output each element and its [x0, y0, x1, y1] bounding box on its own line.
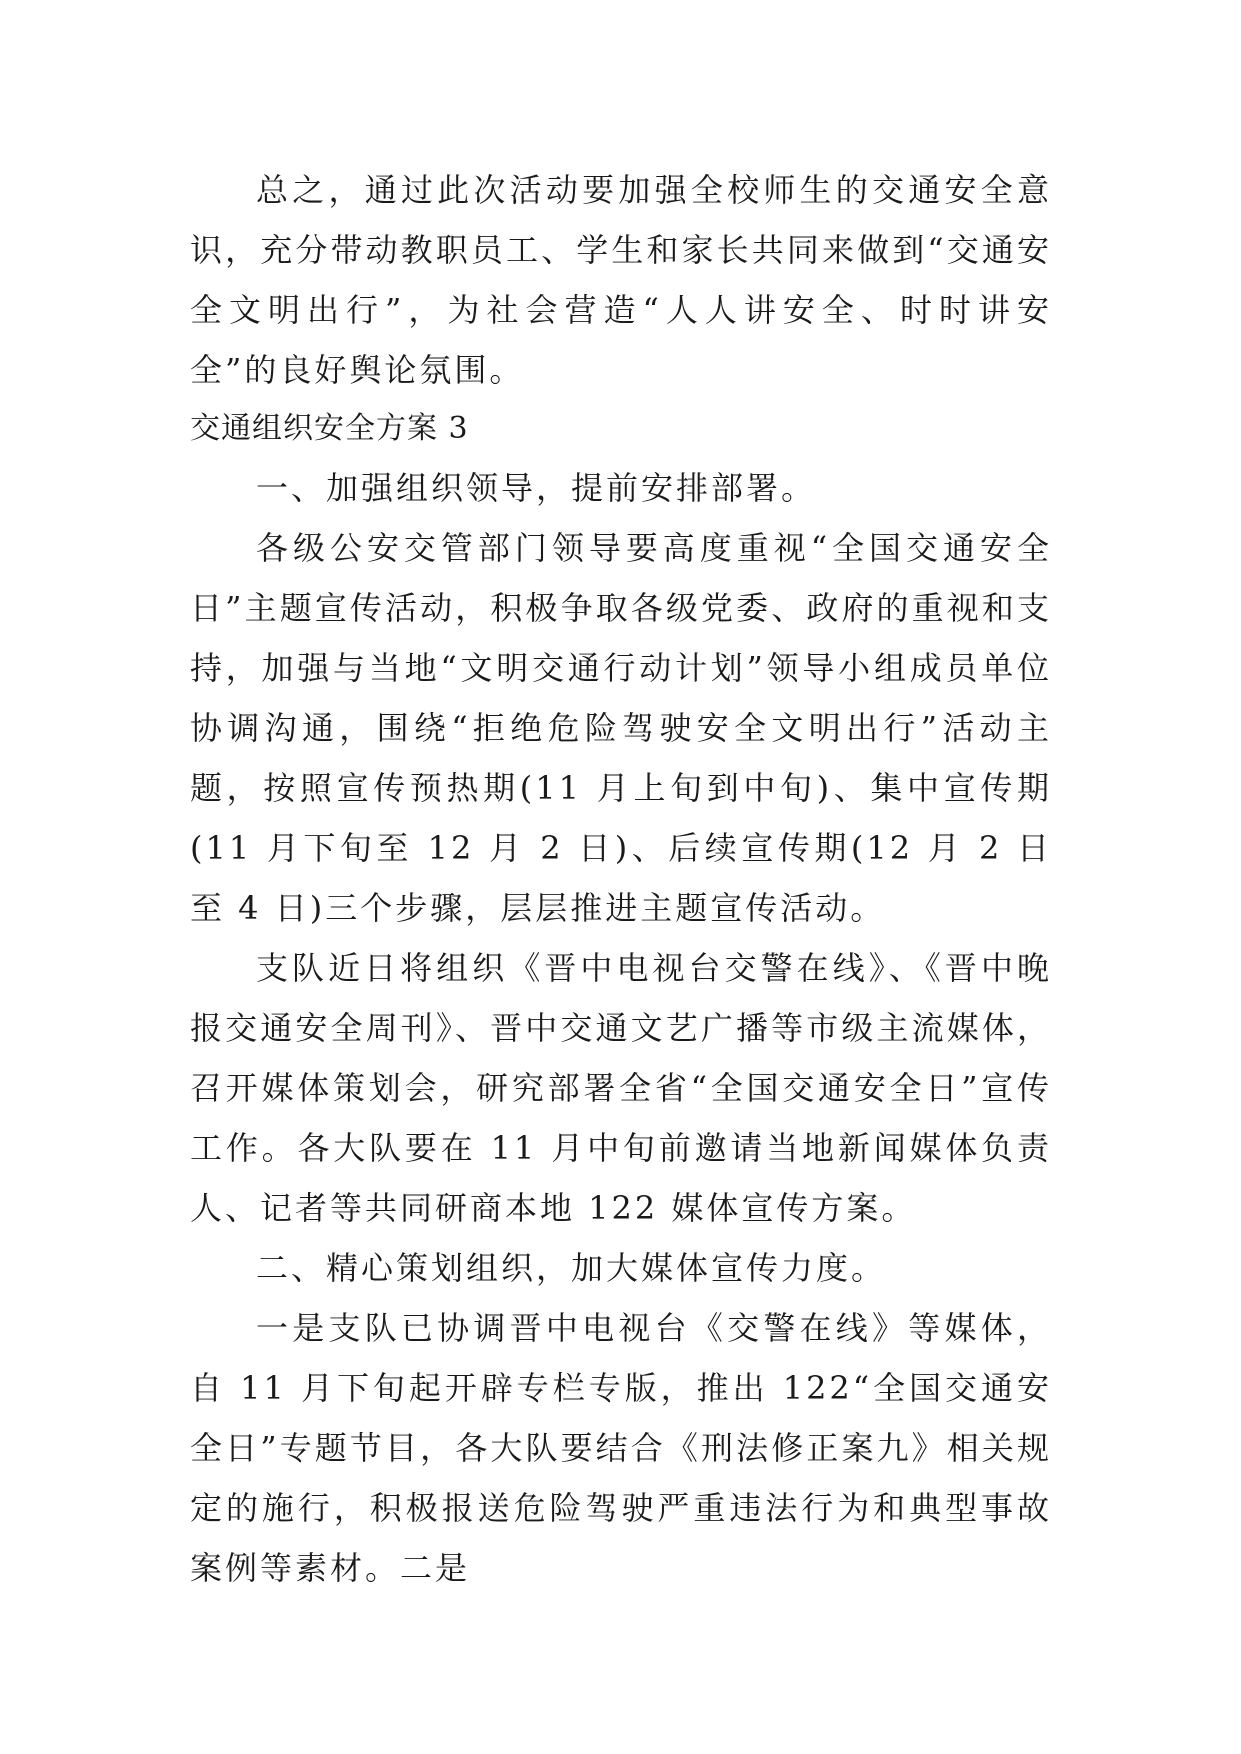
- paragraph-leadership: 各级公安交管部门领导要高度重视“全国交通安全日”主题宣传活动，积极争取各级党委、政府的重视和支持，加强与当地“文明交通行动计划”领导小组成员单位协调沟通，围绕“拒绝危险驾驶安全文明出行”活动主题，按照宣传预热期(11 月上旬到中旬)、集中宣传期(11 月下旬至 12 月 2 日)、后续宣传期(12 月 2 日至 4 日)三个步骤，层层推进主题宣传活动。: [190, 529, 1052, 927]
- paragraph-media-planning: 支队近日将组织《晋中电视台交警在线》、《晋中晚报交通安全周刊》、晋中交通文艺广播等市级主流媒体，召开媒体策划会，研究部署全省“全国交通安全日”宣传工作。各大队要在 11 月中旬前邀请当地新闻媒体负责人、记者等共同研商本地 122 媒体宣传方案。: [190, 949, 1052, 1227]
- document-page: [190, 160, 1052, 1598]
- section-title: 交通组织安全方案 3: [190, 411, 469, 446]
- paragraph-column-program: 一是支队已协调晋中电视台《交警在线》等媒体，自 11 月下旬起开辟专栏专版，推出 122“全国交通安全日”专题节目，各大队要结合《刑法修正案九》相关规定的施行，积极报送危险驾驶严重违法行为和典型事故案例等素材。二是: [190, 1309, 1052, 1587]
- paragraph-section-two-heading: 二、精心策划组织，加大媒体宣传力度。: [256, 1249, 887, 1287]
- paragraph-section-one-heading: 一、加强组织领导，提前安排部署。: [256, 469, 817, 507]
- paragraph-conclusion: 总之，通过此次活动要加强全校师生的交通安全意识，充分带动教职员工、学生和家长共同来做到“交通安全文明出行”，为社会营造“人人讲安全、时时讲安全”的良好舆论氛围。: [190, 171, 1052, 389]
